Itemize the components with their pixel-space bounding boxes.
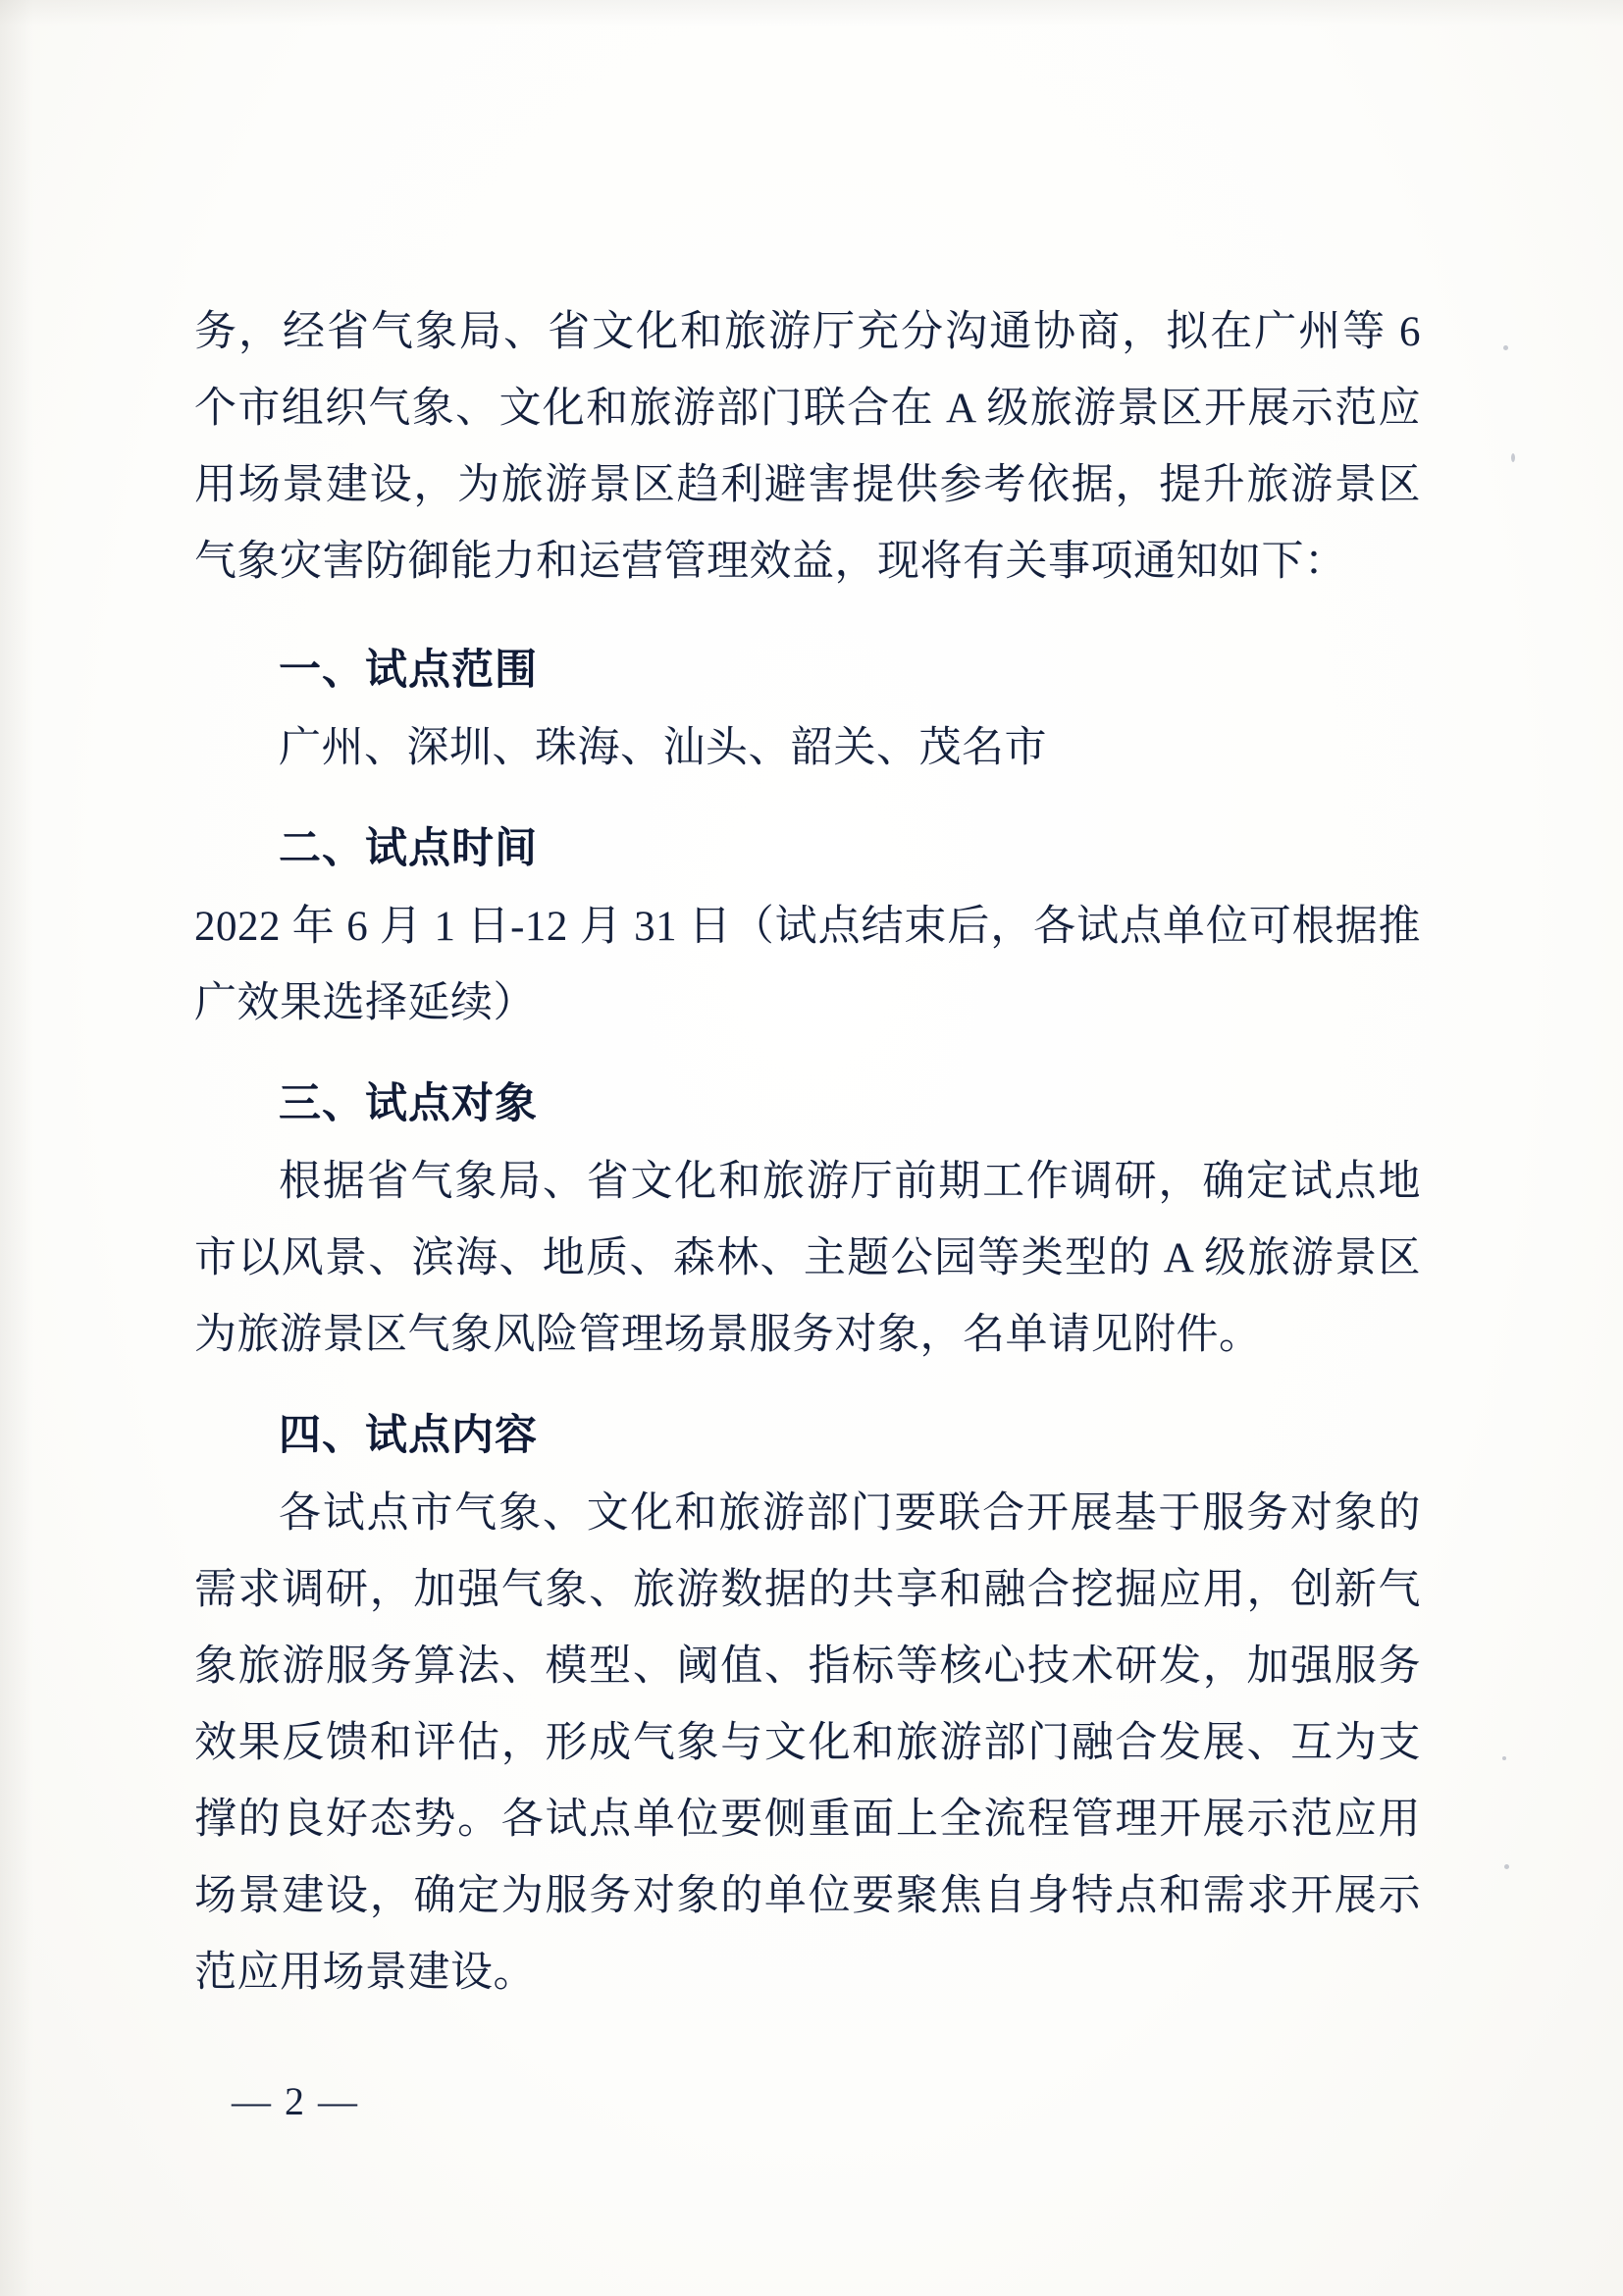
- scan-speck: [1511, 453, 1515, 462]
- paragraph-continued: 务，经省气象局、省文化和旅游厅充分沟通协商，拟在广州等 6 个市组织气象、文化和旅游部门联合在 A 级旅游景区开展示范应用场景建设，为旅游景区趋利避害提供参考依据，提升旅游景区气象灾害防御能力和运营管理效益，现将有关事项通知如下：: [194, 309, 1421, 585]
- scan-speck: [1504, 1864, 1509, 1869]
- section-body-1: 广州、深圳、珠海、汕头、韶关、茂名市: [279, 725, 1047, 771]
- section-body-3: 根据省气象局、省文化和旅游厅前期工作调研，确定试点地市以风景、滨海、地质、森林、主题公园等类型的 A 级旅游景区为旅游景区气象风险管理场景服务对象，名单请见附件。: [194, 1159, 1421, 1358]
- document-body: [194, 294, 1421, 2011]
- section-body-4: 各试点市气象、文化和旅游部门要联合开展基于服务对象的需求调研，加强气象、旅游数据的共享和融合挖掘应用，创新气象旅游服务算法、模型、阈值、指标等核心技术研发，加强服务效果反馈和评估，形成气象与文化和旅游部门融合发展、互为支撑的良好态势。各试点单位要侧重面上全流程管理开展示范应用场景建设，确定为服务对象的单位要聚焦自身特点和需求开展示范应用场景建设。: [194, 1490, 1421, 1996]
- section-heading-1: 一、试点范围: [279, 647, 538, 694]
- section-heading-2: 二、试点时间: [279, 825, 538, 872]
- page-number: — 2 —: [232, 2079, 359, 2123]
- section-heading-4: 四、试点内容: [279, 1412, 538, 1459]
- scan-speck: [1503, 345, 1508, 350]
- section-heading-3: 三、试点对象: [279, 1080, 538, 1127]
- section-body-2: 2022 年 6 月 1 日-12 月 31 日（试点结束后，各试点单位可根据推广效果选择延续）: [194, 904, 1421, 1026]
- scan-speck: [1502, 1756, 1506, 1760]
- scan-edge-left: [0, 0, 33, 2296]
- scan-edge-top: [0, 0, 1623, 26]
